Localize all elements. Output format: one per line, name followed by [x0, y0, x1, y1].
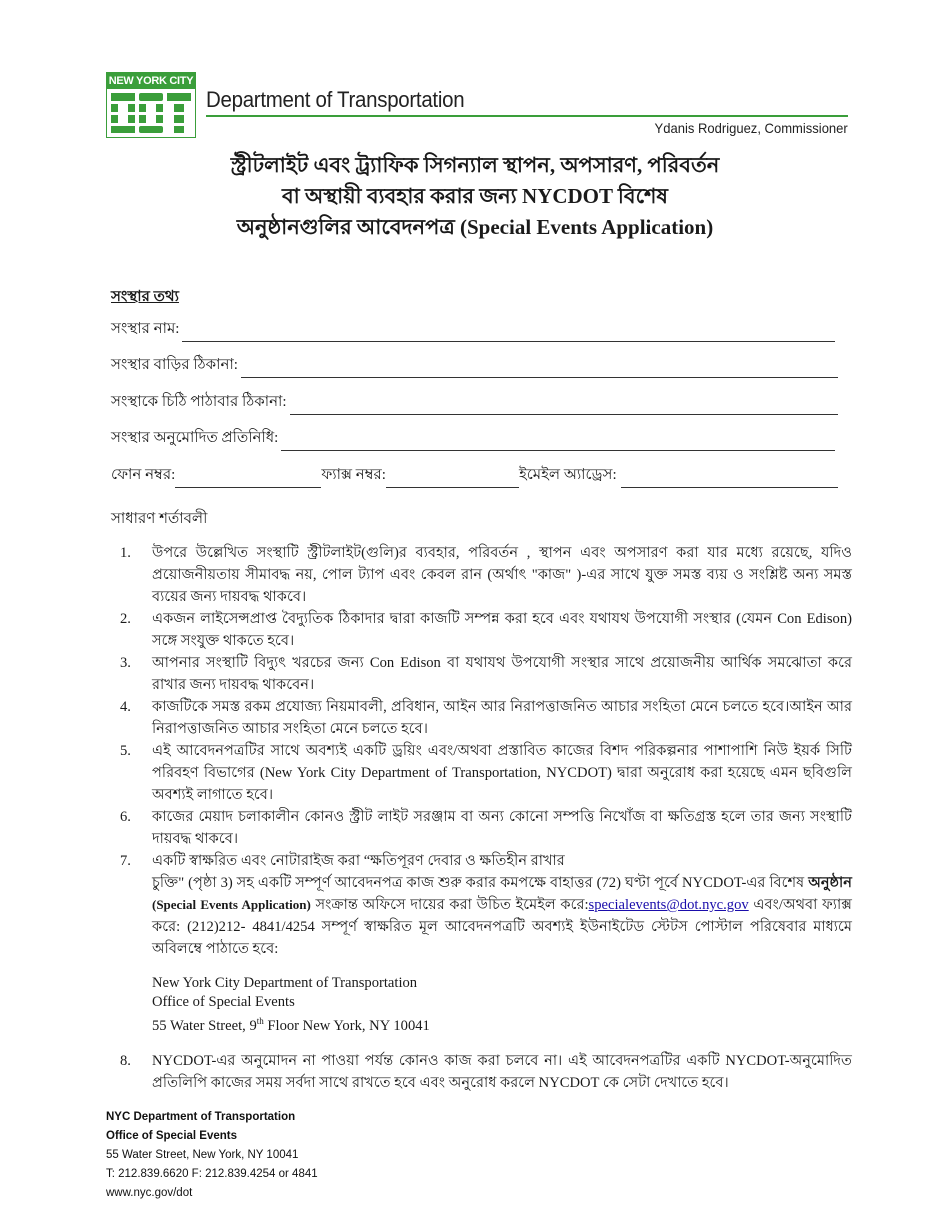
term7-bold-en: (Special Events Application) [152, 897, 311, 912]
footer-office: Office of Special Events [106, 1130, 238, 1142]
term-item-7 [120, 850, 852, 1050]
org-mailing-address-field [111, 393, 838, 415]
title-line-2: বা অস্থায়ী ব্যবহার করার জন্য NYCDOT বিশেষ [281, 184, 669, 208]
email-label: ইমেইল অ্যাড্রেস: [518, 467, 617, 483]
logo-city-text: NEW YORK CITY [108, 75, 194, 87]
phone-input[interactable] [175, 473, 321, 488]
address-floor-suffix: th [256, 1016, 264, 1026]
term-item [120, 806, 852, 850]
term-text: এই আবেদনপত্রটির সাথে অবশ্যই একটি ড্রয়িং এবং/অথবা প্রস্তাবিত কাজের বিশদ পরিকল্পনার পাশাপাশি নিউ ইয়র্ক সিটি পরিবহণ বিভাগের (New York City Department of Transportation, NYCDOT) দ্বারা অনুরোধ করা হয়েছে এমন ছবিগুলি অবশ্যই লাগাতে হবে। [152, 743, 852, 803]
header-divider [206, 115, 848, 117]
term-item [120, 696, 852, 740]
footer-contact [106, 1108, 318, 1203]
term-number: 4. [120, 699, 131, 715]
term-number: 7. [120, 853, 131, 869]
term-number: 8. [120, 1052, 131, 1069]
address-city: Floor New York, NY 10041 [263, 1017, 430, 1034]
term7-line-2: চুক্তি" (পৃষ্ঠা 3) সহ একটি সম্পূর্ণ আবেদনপত্র কাজ শুরু করার কমপক্ষে বাহাত্তর (72) ঘণ্টা পূর্বে NYCDOT-এর বিশেষ [152, 875, 805, 891]
dot-logo-icon [110, 91, 192, 135]
fax-input[interactable] [386, 473, 519, 488]
org-representative-field [111, 429, 835, 451]
title-line-3: অনুষ্ঠানগুলির আবেদনপত্র (Special Events Application) [236, 215, 714, 239]
mailing-address-block [152, 974, 852, 1036]
org-name-field [111, 320, 835, 342]
address-line-1: New York City Department of Transportation [152, 975, 418, 991]
fax-label: ফ্যাক্স নম্বর: [321, 467, 386, 483]
address-line-2: Office of Special Events [152, 994, 295, 1010]
org-mailing-address-input[interactable] [290, 400, 838, 415]
contact-row [111, 466, 838, 488]
term-number: 1. [120, 545, 131, 561]
footer-phone-fax: T: 212.839.6620 F: 212.839.4254 or 4841 [106, 1168, 318, 1180]
term-item [120, 740, 852, 806]
special-events-email-link[interactable]: specialevents@dot.nyc.gov [588, 897, 749, 913]
address-line-3 [152, 1012, 852, 1036]
term-item [120, 608, 852, 652]
term-item [120, 652, 852, 696]
footer-org: NYC Department of Transportation [106, 1111, 296, 1123]
term7-line-3: সংক্রান্ত অফিসে দায়ের করা উচিত ইমেইল করে: [310, 897, 589, 913]
title-line-1: স্ট্রীটলাইট এবং ট্র্যাফিক সিগন্যাল স্থাপন, অপসারণ, পরিবর্তন [230, 153, 720, 177]
org-home-address-label: সংস্থার বাড়ির ঠিকানা: [111, 357, 238, 373]
footer-address: 55 Water Street, New York, NY 10041 [106, 1149, 299, 1161]
term-text: কাজটিকে সমস্ত রকম প্রযোজ্য নিয়মাবলী, প্রবিধান, আইন আর নিরাপত্তাজনিত আচার সংহিতা মেনে চলতে হবে।আইন আর নিরাপত্তাজনিত আচার সংহিতা মেনে চলতে হবে। [152, 699, 852, 737]
term-text: আপনার সংস্থাটি বিদ্যুৎ খরচের জন্য Con Edison বা যথাযথ উপযোগী সংস্থার সাথে প্রয়োজনীয় আর্থিক সমঝোতা করে রাখার জন্য দায়বদ্ধ থাকবেন। [152, 655, 852, 693]
org-representative-input[interactable] [281, 436, 835, 451]
org-home-address-field [111, 356, 838, 378]
org-info-heading: সংস্থার তথ্য [111, 289, 179, 305]
term7-line-1: একটি স্বাক্ষরিত এবং নোটারাইজ করা “ক্ষতিপূরণ দেবার ও ক্ষতিহীন রাখার [152, 853, 565, 869]
general-terms-list [120, 542, 852, 1094]
term-text: NYCDOT-এর অনুমোদন না পাওয়া পর্যন্ত কোনও কাজ করা চলবে না। এই আবেদনপত্রটির একটি NYCDOT-অনুমোদিত প্রতিলিপি কাজের সময় সর্বদা সাথে রাখতে হবে এবং অনুরোধ করলে NYCDOT কে সেটা দেখাতে হবে। [152, 1052, 852, 1091]
footer-website: www.nyc.gov/dot [106, 1187, 193, 1199]
term-number: 2. [120, 611, 131, 627]
term-number: 5. [120, 743, 131, 759]
org-home-address-input[interactable] [241, 363, 838, 378]
email-input[interactable] [621, 473, 838, 488]
general-terms-heading: সাধারণ শর্তাবলী [111, 511, 208, 527]
org-name-label: সংস্থার নাম: [111, 321, 180, 337]
org-mailing-address-label: সংস্থাকে চিঠি পাঠাবার ঠিকানা: [111, 394, 287, 410]
term7-bold-bn: অনুষ্ঠান [808, 875, 852, 891]
department-name: Department of Transportation [206, 87, 465, 112]
term-item [120, 542, 852, 608]
term-text: কাজের মেয়াদ চলাকালীন কোনও স্ট্রীট লাইট সরঞ্জাম বা অন্য কোনো সম্পত্তি নিখোঁজ বা ক্ষতিগ্রস্ত হলে তার জন্য সংস্থাটি দায়বদ্ধ থাকবে। [152, 809, 852, 847]
commissioner-name: Ydanis Rodriguez, Commissioner [654, 120, 848, 136]
org-representative-label: সংস্থার অনুমোদিত প্রতিনিধি: [111, 430, 279, 446]
term-text: একজন লাইসেন্সপ্রাপ্ত বৈদ্যুতিক ঠিকাদার দ্বারা কাজটি সম্পন্ন করা হবে এবং যথাযথ উপযোগী সংস্থার (যেমন Con Edison) সঙ্গে সংযুক্ত থাকতে হবে। [152, 611, 852, 649]
org-name-input[interactable] [182, 327, 835, 342]
page-title [150, 150, 800, 243]
phone-label: ফোন নম্বর: [111, 467, 176, 483]
term-text: উপরে উল্লেখিত সংস্থাটি স্ট্রীটলাইট(গুলি)র ব্যবহার, পরিবর্তন , স্থাপন এবং অপসারণ করা যার মধ্যে রয়েছে, যদিও প্রয়োজনীয়তায় সীমাবদ্ধ নয়, পোল ট্যাপ এবং কেবল রান (অর্থাৎ "কাজ" )-এর সাথে যুক্ত সমস্ত ব্যয় ও সংশ্লিষ্ট অন্য সমস্ত ব্যয়ের জন্য দায়বদ্ধ থাকবে। [152, 545, 852, 605]
address-street: 55 Water Street, 9 [152, 1017, 257, 1034]
nyc-dot-logo [106, 72, 196, 138]
term-number: 6. [120, 809, 131, 825]
term-number: 3. [120, 655, 131, 671]
term7-line-4: এবং/অথবা ফ্যাক্স করে: (212)212- 4841/4254 সম্পূর্ণ স্বাক্ষরিত মূল আবেদনপত্রটি অবশ্যই ইউনাইটেড স্টেটস পোস্টাল পরিষেবার মাধ্যমে অবিলম্বে পাঠাতে হবে: [152, 897, 852, 957]
term-text [152, 850, 852, 1050]
term-item-8 [120, 1050, 852, 1094]
